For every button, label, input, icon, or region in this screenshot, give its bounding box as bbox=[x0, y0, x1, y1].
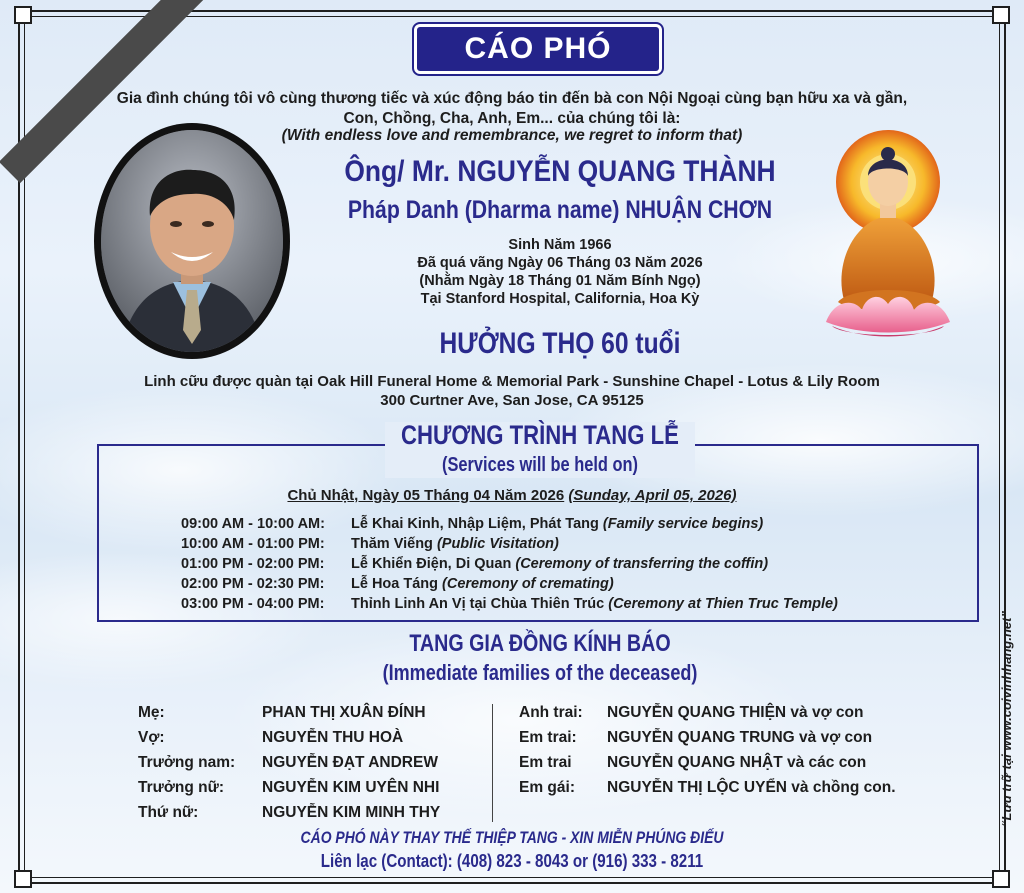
family-relation: Trưởng nữ: bbox=[138, 779, 224, 796]
portrait-photo bbox=[101, 130, 283, 352]
title-plaque bbox=[414, 24, 662, 74]
page-title: CÁO PHÓ bbox=[464, 32, 612, 65]
family-member: NGUYỄN KIM MINH THY bbox=[262, 804, 441, 821]
portrait-photo-icon bbox=[101, 130, 283, 352]
schedule-row bbox=[181, 514, 951, 534]
schedule-desc-en: (Ceremony of cremating) bbox=[442, 576, 614, 592]
family-member: NGUYỄN QUANG NHẬT và các con bbox=[607, 754, 867, 771]
schedule-desc bbox=[351, 574, 614, 594]
buddha-on-lotus-icon bbox=[824, 124, 976, 344]
corner-ornament bbox=[992, 6, 1010, 24]
family-member: NGUYỄN THU HOÀ bbox=[262, 729, 404, 746]
family-relation: Mẹ: bbox=[138, 704, 165, 721]
service-date bbox=[0, 487, 1024, 504]
schedule-time: 03:00 PM - 04:00 PM: bbox=[181, 596, 325, 612]
family-row bbox=[138, 700, 498, 725]
service-date-vi: Chủ Nhật, Ngày 05 Tháng 04 Năm 2026 bbox=[287, 487, 565, 504]
schedule-desc-vi: Lễ Khai Kinh, Nhập Liệm, Phát Tang bbox=[351, 516, 599, 532]
family-member: NGUYỄN ĐẠT ANDREW bbox=[262, 754, 438, 771]
venue-address: 300 Curtner Ave, San Jose, CA 95125 bbox=[380, 392, 644, 409]
schedule-desc-vi: Thỉnh Linh An Vị tại Chùa Thiên Trúc bbox=[351, 596, 605, 612]
footer-contact: Liên lạc (Contact): (408) 823 - 8043 or (916) 333 - 8211 bbox=[320, 851, 704, 871]
intro-line-2: Con, Chồng, Cha, Anh, Em... của chúng tôi là: bbox=[343, 110, 681, 127]
family-row bbox=[519, 700, 959, 725]
corner-ornament bbox=[14, 6, 32, 24]
venue bbox=[0, 372, 1024, 410]
family-member: PHAN THỊ XUÂN ĐÍNH bbox=[262, 704, 426, 721]
deceased-details bbox=[330, 236, 790, 308]
footer-notice: CÁO PHÓ NÀY THAY THẾ THIỆP TANG - XIN MIỄN PHÚNG ĐIẾU bbox=[300, 828, 724, 847]
service-schedule bbox=[181, 514, 951, 614]
schedule-time: 09:00 AM - 10:00 AM: bbox=[181, 516, 325, 532]
corner-ornament bbox=[14, 870, 32, 888]
schedule-row bbox=[181, 574, 951, 594]
schedule-desc bbox=[351, 594, 838, 614]
family-relation: Anh trai: bbox=[519, 704, 583, 721]
intro-english: (With endless love and remembrance, we regret to inform that) bbox=[281, 127, 743, 144]
schedule-desc-en: (Family service begins) bbox=[602, 516, 764, 532]
schedule-desc-vi: Thăm Viếng bbox=[351, 536, 433, 552]
schedule-row bbox=[181, 594, 951, 614]
family-relation: Trưởng nam: bbox=[138, 754, 236, 771]
family-row bbox=[138, 800, 498, 825]
family-member: NGUYỄN QUANG TRUNG và vợ con bbox=[607, 729, 873, 746]
schedule-time: 10:00 AM - 01:00 PM: bbox=[181, 536, 325, 552]
services-subtitle: (Services will be held on) bbox=[442, 454, 638, 476]
services-title: CHƯƠNG TRÌNH TANG LỄ bbox=[401, 420, 679, 450]
buddha-icon bbox=[824, 124, 976, 344]
schedule-time: 02:00 PM - 02:30 PM: bbox=[181, 576, 325, 592]
dharma-name: Pháp Danh (Dharma name) NHUẬN CHƠN bbox=[347, 196, 773, 224]
family-row bbox=[519, 750, 959, 775]
family-row bbox=[519, 725, 959, 750]
corner-ornament bbox=[992, 870, 1010, 888]
schedule-desc bbox=[351, 554, 768, 574]
schedule-desc bbox=[351, 514, 763, 534]
family-relation: Thứ nữ: bbox=[138, 804, 199, 821]
passing-place: Tại Stanford Hospital, California, Hoa Kỳ bbox=[420, 291, 700, 307]
schedule-desc-en: (Ceremony at Thien Truc Temple) bbox=[608, 596, 838, 612]
portrait-frame bbox=[94, 123, 290, 359]
family-relation: Em trai bbox=[519, 754, 572, 771]
service-date-en: (Sunday, April 05, 2026) bbox=[568, 487, 737, 504]
family-member: NGUYỄN KIM UYÊN NHI bbox=[262, 779, 440, 796]
family-row bbox=[138, 750, 498, 775]
schedule-desc-vi: Lễ Khiển Điện, Di Quan bbox=[351, 556, 512, 572]
birth-year: Sinh Năm 1966 bbox=[508, 237, 612, 253]
intro-text bbox=[0, 89, 1024, 129]
family-row bbox=[519, 775, 959, 800]
family-member: NGUYỄN THỊ LỘC UYỂN và chồng con. bbox=[607, 779, 896, 796]
schedule-desc-vi: Lễ Hoa Táng bbox=[351, 576, 439, 592]
schedule-desc bbox=[351, 534, 559, 554]
family-member: NGUYỄN QUANG THIỆN và vợ con bbox=[607, 704, 864, 721]
family-subtitle: (Immediate families of the deceased) bbox=[382, 660, 698, 685]
family-list-left bbox=[138, 700, 498, 825]
family-title: TANG GIA ĐỒNG KÍNH BÁO bbox=[409, 630, 671, 657]
passing-date: Đã quá vãng Ngày 06 Tháng 03 Năm 2026 bbox=[417, 255, 703, 271]
family-relation: Em gái: bbox=[519, 779, 575, 796]
schedule-time: 01:00 PM - 02:00 PM: bbox=[181, 556, 325, 572]
archive-note: “Lưu trữ tại www.coivinhhang.net” bbox=[999, 611, 1014, 827]
venue-line-1: Linh cữu được quàn tại Oak Hill Funeral Home & Memorial Park - Sunshine Chapel - Lotus & Lily Room bbox=[144, 373, 880, 390]
lunar-date: (Nhằm Ngày 18 Tháng 01 Năm Bính Ngọ) bbox=[419, 273, 701, 289]
family-list-right bbox=[519, 700, 959, 800]
intro-line-1: Gia đình chúng tôi vô cùng thương tiếc và xúc động báo tin đến bà con Nội Ngoại cùng bạn hữu xa và gần, bbox=[116, 90, 908, 107]
age-heading: HƯỞNG THỌ 60 tuổi bbox=[439, 327, 681, 360]
family-row bbox=[138, 725, 498, 750]
family-relation: Vợ: bbox=[138, 729, 165, 746]
family-row bbox=[138, 775, 498, 800]
schedule-row bbox=[181, 554, 951, 574]
family-relation: Em trai: bbox=[519, 729, 577, 746]
deceased-name: Ông/ Mr. NGUYỄN QUANG THÀNH bbox=[344, 155, 776, 188]
family-divider bbox=[492, 704, 493, 822]
schedule-row bbox=[181, 534, 951, 554]
schedule-desc-en: (Public Visitation) bbox=[436, 536, 559, 552]
schedule-desc-en: (Ceremony of transferring the coffin) bbox=[515, 556, 769, 572]
